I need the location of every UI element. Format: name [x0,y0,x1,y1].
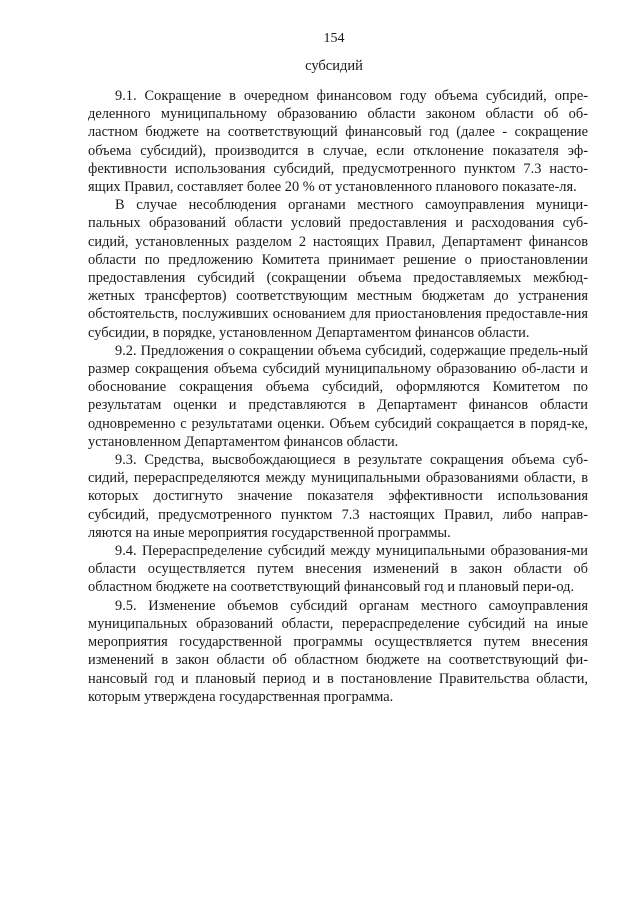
paragraph-9-4: 9.4. Перераспределение субсидий между муниципальными образования-ми области осуществляется путем внесения изменений в закон области об областном бюджете на соответствующий финансовый год и плановый пери-од. [88,543,588,596]
paragraph-9-1: 9.1. Сокращение в очередном финансовом году объема субсидий, опре-деленного муниципальному образованию области законом области об об-ластном бюджете на соответствующий финансовый год (далее - сокращение объема субсидий), производится в случае, если отклонение показателя эф-фективности использования субсидий, предусмотренного пунктом 7.3 насто-ящих Правил, составляет более 20 % от установленного планового показате-ля. [88,88,588,196]
paragraph-9-2: 9.2. Предложения о сокращении объема субсидий, содержащие предель-ный размер сокращения объема субсидий муниципальному образованию об-ласти и обоснование сокращения объема субсидий, оформляются Комитетом по результатам оценки и представляются в Департамент финансов области одновременно с результатами оценки. Объем субсидий сокращается в поряд-ке, установленном Департаментом финансов области. [88,342,588,450]
carried-over-word: субсидий [305,58,363,74]
paragraph-9-3: 9.3. Средства, высвобождающиеся в результате сокращения объема суб-сидий, перераспределяются между муниципальными образованиями области, в которых достигнуто значение показателя эффективности использования субсидий, предусмотренного пунктом 7.3 настоящих Правил, либо направ-ляются на иные мероприятия государственной программы. [88,452,588,541]
page-number: 154 [323,31,345,46]
paragraph-suspension: В случае несоблюдения органами местного самоуправления муници-пальных образований области условий предоставления и расходования суб-сидий, установленных разделом 2 настоящих Правил, Департамент финансов области по предложению Комитета принимает решение о приостановлении предоставления субсидий (сокращении объема предоставляемых межбюд-жетных трансфертов) соответствующим местным бюджетам до устранения обстоятельств, послуживших основанием для приостановления предоставле-ния субсидии, в порядке, установленном Департаментом финансов области. [88,197,588,341]
paragraph-9-5: 9.5. Изменение объемов субсидий органам местного самоуправления муниципальных образований области, перераспределение субсидий на иные мероприятия государственной программы осуществляется путем внесения изменений в закон области об областном бюджете на соответствующий фи-нансовый год и плановый период и в постановление Правительства области, которым утверждена государственная программа. [88,597,588,705]
document-body [88,87,588,706]
